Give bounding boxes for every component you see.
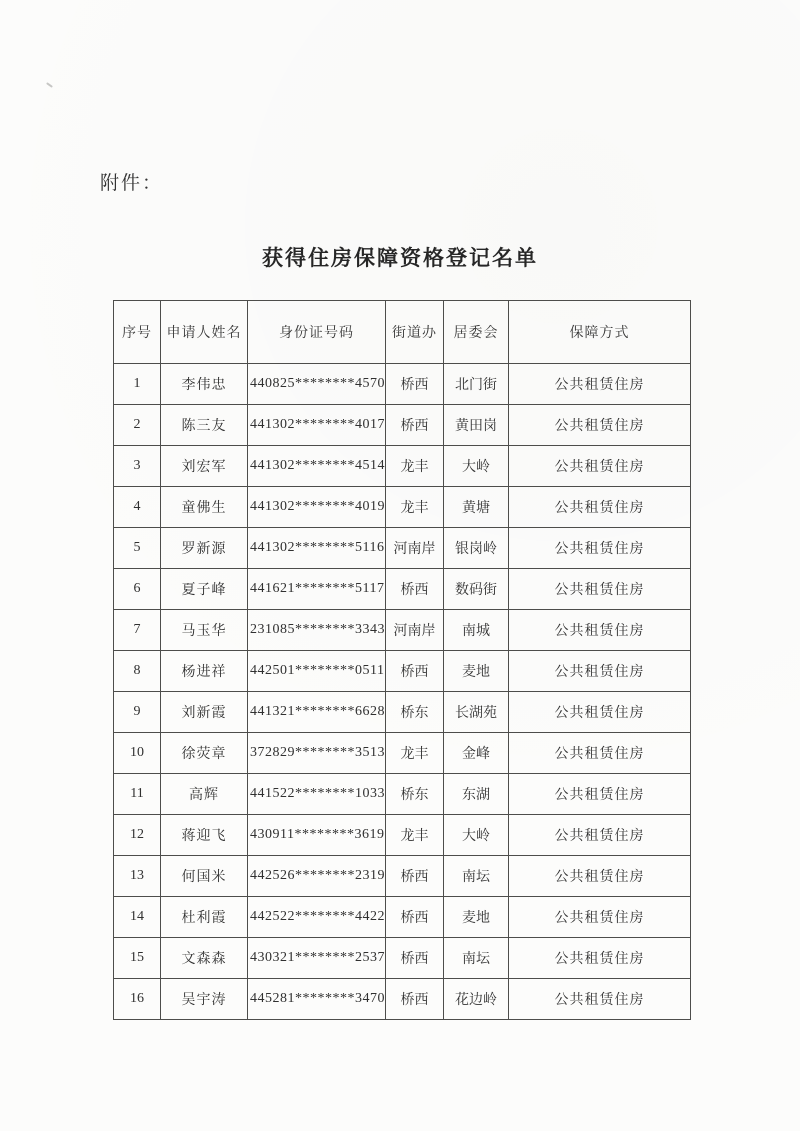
table-cell: 372829********3513 bbox=[248, 733, 386, 774]
table-cell: 花边岭 bbox=[444, 979, 509, 1020]
table-cell: 442526********2319 bbox=[248, 856, 386, 897]
table-cell: 4 bbox=[114, 487, 161, 528]
table-cell: 公共租赁住房 bbox=[509, 692, 691, 733]
table-cell: 东湖 bbox=[444, 774, 509, 815]
table-header-row bbox=[114, 301, 691, 364]
table-row bbox=[114, 692, 691, 733]
table-cell: 441302********4019 bbox=[248, 487, 386, 528]
table-cell: 445281********3470 bbox=[248, 979, 386, 1020]
table-cell: 桥西 bbox=[386, 979, 444, 1020]
table-cell: 黄塘 bbox=[444, 487, 509, 528]
table-cell: 231085********3343 bbox=[248, 610, 386, 651]
table-cell: 龙丰 bbox=[386, 487, 444, 528]
table-cell: 441321********6628 bbox=[248, 692, 386, 733]
table-cell: 蒋迎飞 bbox=[161, 815, 248, 856]
table-cell: 15 bbox=[114, 938, 161, 979]
table-cell: 公共租赁住房 bbox=[509, 446, 691, 487]
table-row bbox=[114, 774, 691, 815]
table-cell: 龙丰 bbox=[386, 815, 444, 856]
table-cell: 桥西 bbox=[386, 856, 444, 897]
table-cell: 杜利霞 bbox=[161, 897, 248, 938]
table-row bbox=[114, 446, 691, 487]
header-身份证号码: 身份证号码 bbox=[248, 301, 386, 364]
table-cell: 徐荧章 bbox=[161, 733, 248, 774]
table-cell: 11 bbox=[114, 774, 161, 815]
table-cell: 公共租赁住房 bbox=[509, 364, 691, 405]
table-cell: 公共租赁住房 bbox=[509, 651, 691, 692]
table-cell: 14 bbox=[114, 897, 161, 938]
table-row bbox=[114, 364, 691, 405]
table-cell: 7 bbox=[114, 610, 161, 651]
table-row bbox=[114, 528, 691, 569]
table-cell: 北门街 bbox=[444, 364, 509, 405]
header-申请人姓名: 申请人姓名 bbox=[161, 301, 248, 364]
table-cell: 10 bbox=[114, 733, 161, 774]
table-cell: 夏子峰 bbox=[161, 569, 248, 610]
table-cell: 公共租赁住房 bbox=[509, 733, 691, 774]
table-cell: 公共租赁住房 bbox=[509, 610, 691, 651]
table-cell: 陈三友 bbox=[161, 405, 248, 446]
attachment-label: 附件： bbox=[100, 173, 164, 194]
table-cell: 马玉华 bbox=[161, 610, 248, 651]
table-cell: 16 bbox=[114, 979, 161, 1020]
table-cell: 河南岸 bbox=[386, 610, 444, 651]
table-cell: 公共租赁住房 bbox=[509, 979, 691, 1020]
table-cell: 3 bbox=[114, 446, 161, 487]
table-row bbox=[114, 856, 691, 897]
table-cell: 罗新源 bbox=[161, 528, 248, 569]
table-row bbox=[114, 405, 691, 446]
table-cell: 河南岸 bbox=[386, 528, 444, 569]
table-cell: 公共租赁住房 bbox=[509, 897, 691, 938]
table-cell: 2 bbox=[114, 405, 161, 446]
table-cell: 南城 bbox=[444, 610, 509, 651]
header-保障方式: 保障方式 bbox=[509, 301, 691, 364]
page-title: 获得住房保障资格登记名单 bbox=[262, 246, 538, 270]
table-cell: 公共租赁住房 bbox=[509, 774, 691, 815]
table-row bbox=[114, 979, 691, 1020]
table-cell: 刘新霞 bbox=[161, 692, 248, 733]
table-body bbox=[114, 364, 691, 1020]
table-cell: 430321********2537 bbox=[248, 938, 386, 979]
table-row bbox=[114, 610, 691, 651]
table-cell: 440825********4570 bbox=[248, 364, 386, 405]
table-cell: 麦地 bbox=[444, 651, 509, 692]
table-cell: 9 bbox=[114, 692, 161, 733]
table-cell: 1 bbox=[114, 364, 161, 405]
table-cell: 金峰 bbox=[444, 733, 509, 774]
table-cell: 杨进祥 bbox=[161, 651, 248, 692]
table-cell: 430911********3619 bbox=[248, 815, 386, 856]
table-cell: 龙丰 bbox=[386, 733, 444, 774]
table-cell: 桥东 bbox=[386, 692, 444, 733]
table-cell: 公共租赁住房 bbox=[509, 528, 691, 569]
table-cell: 桥西 bbox=[386, 364, 444, 405]
table-cell: 公共租赁住房 bbox=[509, 815, 691, 856]
table-cell: 公共租赁住房 bbox=[509, 405, 691, 446]
table-cell: 南坛 bbox=[444, 938, 509, 979]
table-cell: 刘宏军 bbox=[161, 446, 248, 487]
table-cell: 5 bbox=[114, 528, 161, 569]
table-cell: 童佛生 bbox=[161, 487, 248, 528]
table-cell: 441302********4017 bbox=[248, 405, 386, 446]
table-cell: 公共租赁住房 bbox=[509, 856, 691, 897]
table-cell: 公共租赁住房 bbox=[509, 938, 691, 979]
table-cell: 大岭 bbox=[444, 815, 509, 856]
table-cell: 13 bbox=[114, 856, 161, 897]
table-cell: 黄田岗 bbox=[444, 405, 509, 446]
table-cell: 441522********1033 bbox=[248, 774, 386, 815]
table-cell: 桥西 bbox=[386, 405, 444, 446]
table-row bbox=[114, 733, 691, 774]
table-row bbox=[114, 897, 691, 938]
housing-roster-table bbox=[113, 300, 691, 1020]
table-cell: 桥西 bbox=[386, 651, 444, 692]
table-cell: 桥西 bbox=[386, 569, 444, 610]
table-cell: 何国米 bbox=[161, 856, 248, 897]
table-cell: 长湖苑 bbox=[444, 692, 509, 733]
table-row bbox=[114, 651, 691, 692]
table-cell: 麦地 bbox=[444, 897, 509, 938]
table-cell: 银岗岭 bbox=[444, 528, 509, 569]
table-cell: 442501********0511 bbox=[248, 651, 386, 692]
scan-artifact bbox=[46, 82, 53, 88]
table-row bbox=[114, 487, 691, 528]
table-cell: 高辉 bbox=[161, 774, 248, 815]
table-cell: 441302********4514 bbox=[248, 446, 386, 487]
header-居委会: 居委会 bbox=[444, 301, 509, 364]
table-cell: 数码街 bbox=[444, 569, 509, 610]
table-cell: 文森森 bbox=[161, 938, 248, 979]
header-街道办: 街道办 bbox=[386, 301, 444, 364]
table-cell: 桥西 bbox=[386, 897, 444, 938]
table-cell: 6 bbox=[114, 569, 161, 610]
table-cell: 公共租赁住房 bbox=[509, 487, 691, 528]
table-cell: 南坛 bbox=[444, 856, 509, 897]
table-cell: 李伟忠 bbox=[161, 364, 248, 405]
table-cell: 大岭 bbox=[444, 446, 509, 487]
table-cell: 吴宇涛 bbox=[161, 979, 248, 1020]
header-序号: 序号 bbox=[114, 301, 161, 364]
table-row bbox=[114, 938, 691, 979]
table-cell: 8 bbox=[114, 651, 161, 692]
table-cell: 龙丰 bbox=[386, 446, 444, 487]
table-row bbox=[114, 815, 691, 856]
table-cell: 441302********5116 bbox=[248, 528, 386, 569]
table-cell: 桥东 bbox=[386, 774, 444, 815]
table-cell: 441621********5117 bbox=[248, 569, 386, 610]
table-cell: 442522********4422 bbox=[248, 897, 386, 938]
table-cell: 12 bbox=[114, 815, 161, 856]
table-cell: 桥西 bbox=[386, 938, 444, 979]
table-row bbox=[114, 569, 691, 610]
table-cell: 公共租赁住房 bbox=[509, 569, 691, 610]
